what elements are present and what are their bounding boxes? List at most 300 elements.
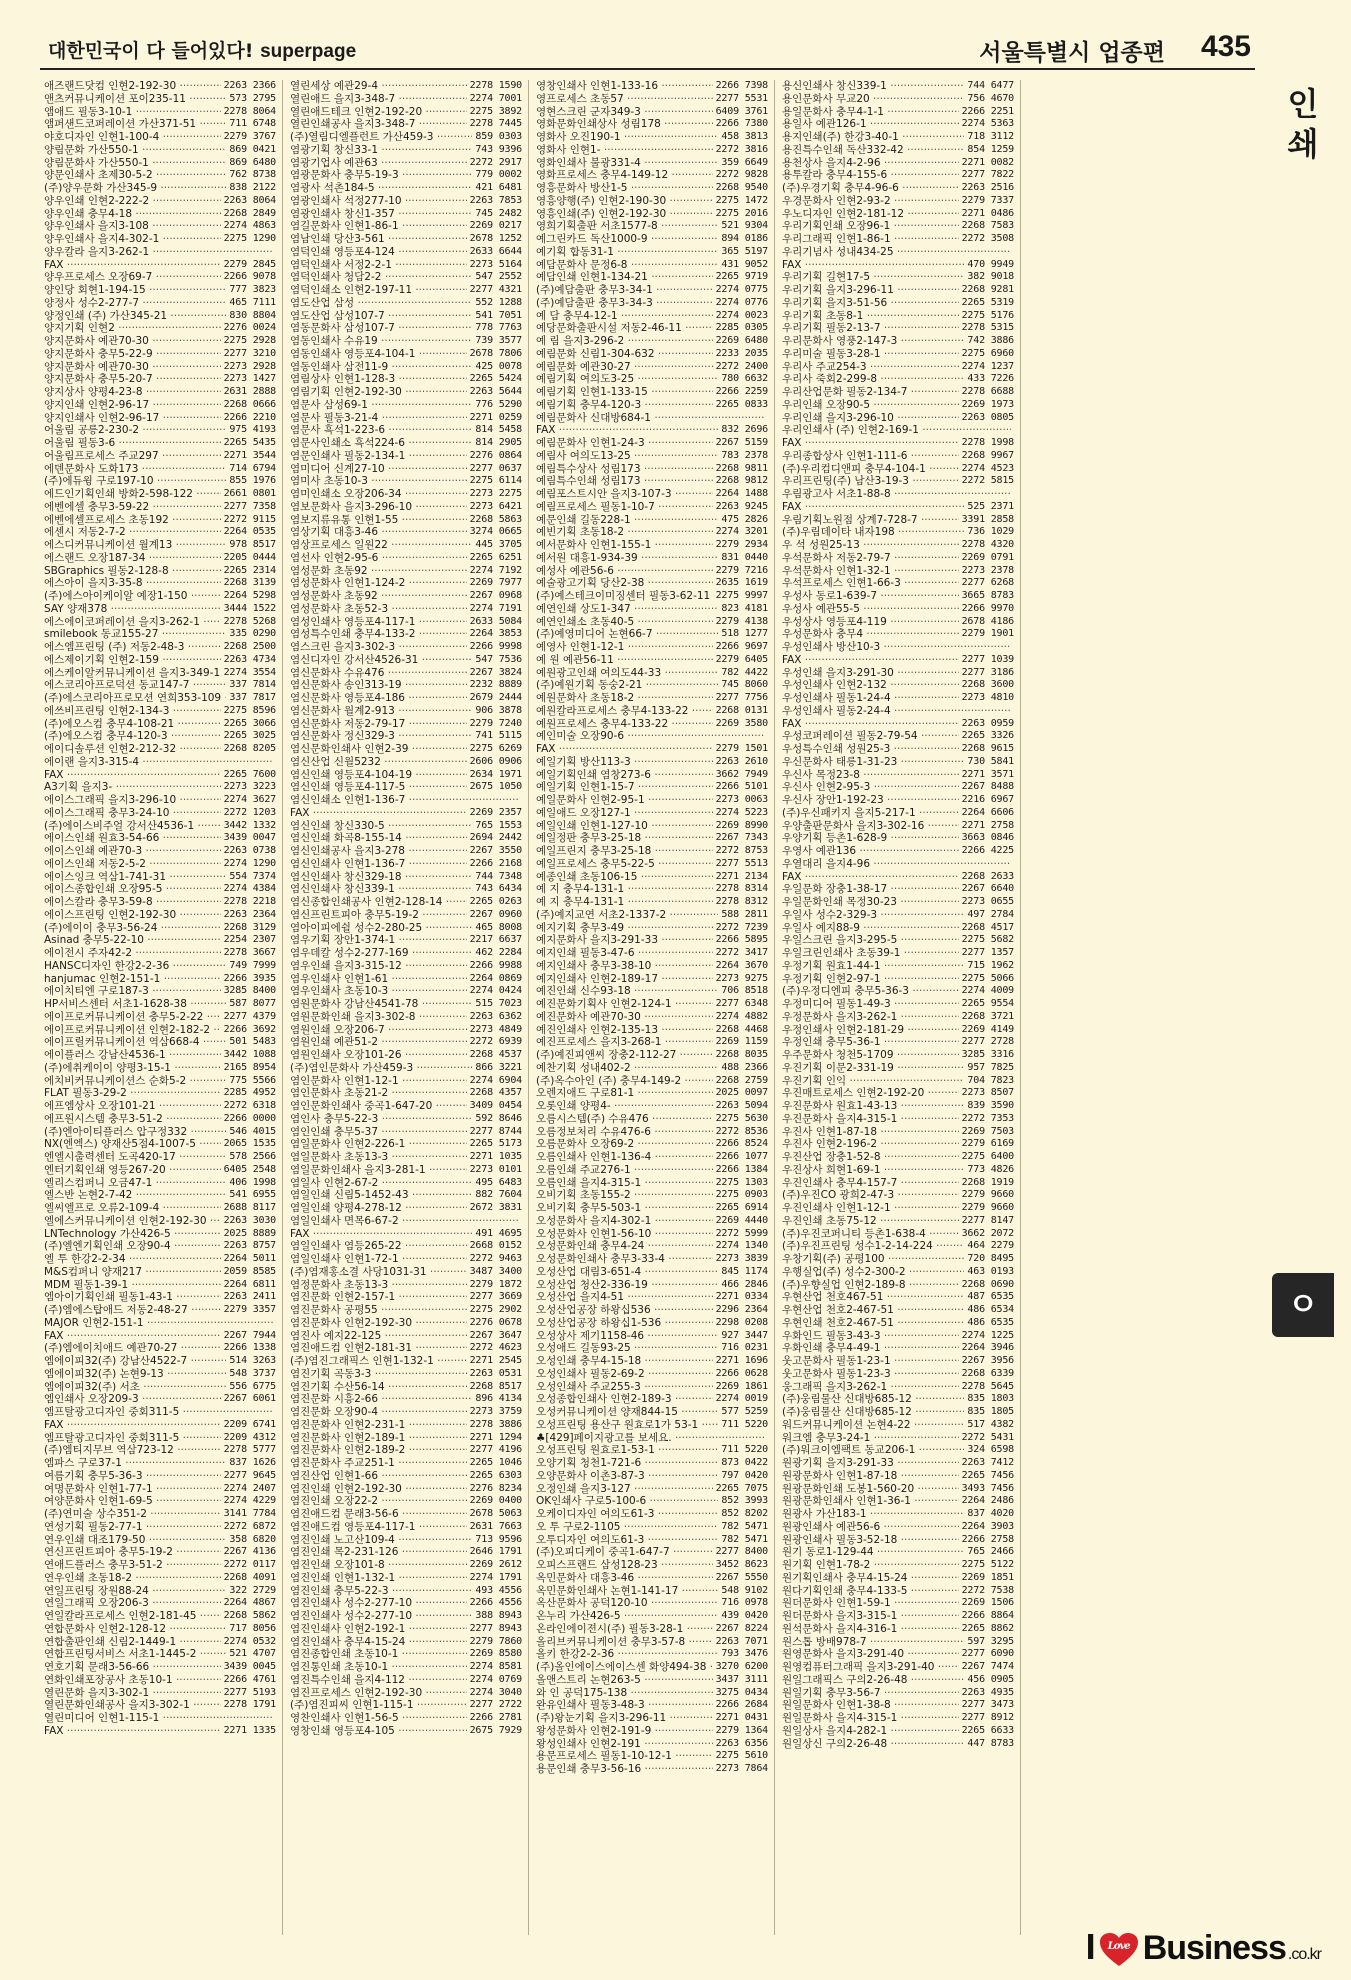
listing-phone: 2263 0531 bbox=[469, 1367, 522, 1379]
listing-entry bbox=[536, 297, 768, 310]
listing-phone: 547 2552 bbox=[475, 271, 522, 283]
listing-name: 염일인쇄 신림5-1452-43 ····· bbox=[290, 1189, 472, 1202]
listing-phone: 597 3295 bbox=[967, 1635, 1014, 1647]
listing-name: 에스케이알커뮤니케이션 을지3-349-1 ····· bbox=[44, 667, 221, 680]
listing-phone: 2205 0444 bbox=[223, 551, 276, 563]
listing-entry bbox=[44, 310, 276, 323]
listing-phone: 2269 3580 bbox=[715, 717, 768, 729]
listing-phone: 2274 3627 bbox=[223, 794, 276, 805]
listing-name: FAX ····· bbox=[44, 259, 221, 272]
listing-entry bbox=[44, 361, 276, 374]
listing-name: FAX ····· bbox=[782, 259, 964, 272]
listing-phone: 2268 8517 bbox=[469, 1380, 522, 1392]
listing-entry bbox=[782, 475, 1014, 488]
listing-phone: 736 1029 bbox=[967, 526, 1014, 538]
listing-phone: 2263 0805 bbox=[961, 411, 1014, 423]
listing-entry bbox=[536, 845, 768, 858]
listing-name: FAX ····· bbox=[44, 769, 221, 782]
listing-name: 우진문화사 원효1-43-13 ····· bbox=[782, 1100, 964, 1113]
listing-phone: 2265 0833 bbox=[715, 398, 768, 410]
listing-entry bbox=[536, 399, 768, 412]
listing-entry bbox=[44, 1342, 276, 1355]
listing-name: 영창인쇄사 인현1-133-16 ····· bbox=[536, 80, 713, 93]
listing-entry bbox=[290, 871, 522, 884]
listing-entry bbox=[44, 1075, 276, 1088]
listing-phone bbox=[273, 756, 276, 769]
listing-name: HP서비스센터 서초1-1628-38 ····· bbox=[44, 998, 226, 1011]
listing-entry bbox=[536, 934, 768, 947]
listing-name: 염신문화인쇄사 인현2-39 ····· bbox=[290, 743, 467, 756]
listing-name: LNTechnology 가산426-5 ····· bbox=[44, 1228, 221, 1241]
listing-entry bbox=[44, 934, 276, 947]
listing-entry bbox=[782, 284, 1014, 297]
listing-phone: 837 4020 bbox=[967, 1508, 1014, 1519]
listing-entry bbox=[44, 1240, 276, 1253]
listing-entry bbox=[290, 922, 522, 935]
listing-name: 예원광고인쇄 여의도44-33 ····· bbox=[536, 667, 718, 680]
logo-prefix: I bbox=[1085, 1926, 1095, 1967]
listing-name: 염동인쇄사 삼전11-9 ····· bbox=[290, 361, 472, 374]
listing-phone: 2278 3886 bbox=[469, 1418, 522, 1430]
listing-entry bbox=[536, 526, 768, 539]
listing-phone: 2275 1303 bbox=[715, 1176, 768, 1188]
listing-phone: 3141 7784 bbox=[223, 1508, 276, 1519]
listing-phone: 2279 1364 bbox=[715, 1724, 768, 1736]
listing-phone: 2275 5610 bbox=[715, 1750, 768, 1762]
listing-entry bbox=[536, 654, 768, 667]
listing-name: 예림문화사 신대방684-1 ····· bbox=[536, 412, 765, 425]
listing-phone: 2267 3824 bbox=[469, 666, 522, 678]
listing-name: 원일문화사 을지4-315-1 ····· bbox=[782, 1712, 959, 1725]
listing-name: 양우인쇄사 을지4-302-1 ····· bbox=[44, 233, 221, 246]
listing-name: 우리기획인쇄 오장96-1 ····· bbox=[782, 220, 959, 233]
listing-name: 예기획 합동31-1 ····· bbox=[536, 246, 718, 259]
listing-phone: 2268 0131 bbox=[715, 704, 768, 716]
listing-entry bbox=[782, 552, 1014, 565]
listing-entry bbox=[44, 820, 276, 833]
listing-name: 우리기획 필동2-13-7 ····· bbox=[782, 322, 959, 335]
listing-name: 우일문화인쇄 목정30-23 ····· bbox=[782, 896, 959, 909]
listing-entry bbox=[44, 259, 276, 272]
listing-entry bbox=[44, 233, 276, 246]
listing-phone: 720 8495 bbox=[967, 1253, 1014, 1264]
listing-name: 오성문화인쇄사 충무3-33-4 ····· bbox=[536, 1253, 713, 1266]
listing-name: (주)우진코퍼니티 등촌1-638-4 ····· bbox=[782, 1228, 959, 1241]
listing-phone: 2266 9078 bbox=[223, 271, 276, 283]
listing-entry bbox=[290, 1521, 522, 1534]
listing-phone: 2275 6400 bbox=[961, 1151, 1014, 1162]
listing-entry bbox=[536, 705, 768, 718]
listing-entry bbox=[536, 1113, 768, 1126]
listing-entry bbox=[290, 577, 522, 590]
listing-name: 우행실업(주) 성수2-300-2 ····· bbox=[782, 1266, 964, 1279]
listing-name: 예지기획 충무3-49 ····· bbox=[536, 922, 713, 935]
listing-phone: 2263 6356 bbox=[715, 1737, 768, 1749]
listing-phone: 2271 2545 bbox=[469, 1355, 522, 1366]
listing-phone: 2285 0305 bbox=[715, 322, 768, 334]
listing-phone: 2265 5319 bbox=[961, 296, 1014, 308]
listing-entry bbox=[44, 1470, 276, 1483]
listing-phone: 2266 4225 bbox=[961, 845, 1014, 856]
listing-phone: 2275 1290 bbox=[223, 233, 276, 244]
listing-phone: 2272 0117 bbox=[223, 1559, 276, 1570]
column-divider bbox=[774, 80, 775, 1935]
listing-name: 열린애드 을지3-348-7 ····· bbox=[290, 93, 467, 106]
listing-name: (주)에듀윙 구로197-10 ····· bbox=[44, 475, 226, 488]
listing-entry bbox=[536, 807, 768, 820]
listing-entry bbox=[536, 386, 768, 399]
listing-phone: 2277 4379 bbox=[223, 1010, 276, 1022]
listing-name: 오성상사 제기1158-46 ····· bbox=[536, 1330, 718, 1343]
listing-entry bbox=[44, 1138, 276, 1151]
listing-phone: 578 2566 bbox=[229, 1151, 276, 1162]
listing-entry bbox=[44, 1457, 276, 1470]
listing-name: (주)우신패키지 을지5-217-1 ····· bbox=[782, 807, 959, 820]
listing-name: 열린애드테크 인현2-192-20 ····· bbox=[290, 106, 467, 119]
listing-phone: 2277 3210 bbox=[223, 347, 276, 359]
listing-entry bbox=[536, 896, 768, 909]
listing-name: 용천상사 을지4-2-96 ····· bbox=[782, 157, 959, 170]
listing-name: 용문인쇄 충무3-56-16 ····· bbox=[536, 1763, 713, 1776]
listing-entry bbox=[782, 1355, 1014, 1368]
listing-name: 영화사 인현1- ····· bbox=[536, 144, 713, 157]
listing-name: 염성특수인쇄 충무4-133-2 ····· bbox=[290, 628, 467, 641]
listing-name: 에이스그래픽 충무3-24-10 ····· bbox=[44, 807, 221, 820]
listing-entry bbox=[782, 985, 1014, 998]
listing-name: 연일프린팅 장원88-24 ····· bbox=[44, 1585, 226, 1598]
listing-phone: 2269 1861 bbox=[715, 1380, 768, 1392]
listing-phone: 2274 1225 bbox=[961, 1329, 1014, 1341]
listing-phone: 2266 2251 bbox=[961, 105, 1014, 117]
listing-phone: 2266 2684 bbox=[715, 1699, 768, 1711]
listing-phone: 556 6775 bbox=[229, 1380, 276, 1392]
listing-entry bbox=[782, 1521, 1014, 1534]
listing-entry bbox=[290, 1215, 522, 1228]
listing-name: 열린미디어 인현1-115-1 ····· bbox=[44, 1712, 273, 1725]
listing-phone: 382 9018 bbox=[967, 271, 1014, 283]
listing-entry bbox=[290, 756, 522, 769]
listing-name: 우리산업문화 필동2-134-7 ····· bbox=[782, 386, 959, 399]
listing-phone: 2277 7358 bbox=[223, 500, 276, 512]
listing-entry bbox=[782, 361, 1014, 374]
listing-entry bbox=[782, 1699, 1014, 1712]
listing-name: (주)왕눈기획 을지3-296-11 ····· bbox=[536, 1712, 713, 1725]
listing-entry bbox=[536, 1049, 768, 1062]
listing-entry bbox=[782, 1585, 1014, 1598]
category-char: 인 bbox=[1287, 85, 1319, 123]
listing-entry bbox=[782, 1534, 1014, 1547]
listing-entry bbox=[536, 1712, 768, 1725]
listing-phone: 2275 5122 bbox=[961, 1559, 1014, 1570]
listing-name: 에이스칼라 충무3-59-8 ····· bbox=[44, 896, 221, 909]
listing-name: 용지인쇄(주) 한강3-40-1 ····· bbox=[782, 131, 964, 144]
listing-name: 오성산업공장 하왕십1-536 ····· bbox=[536, 1317, 713, 1330]
listing-phone: 2271 0334 bbox=[715, 1291, 768, 1303]
listing-entry bbox=[44, 93, 276, 106]
listing-entry bbox=[44, 501, 276, 514]
listing-phone: 2277 7756 bbox=[715, 692, 768, 703]
listing-phone: 388 8943 bbox=[475, 1610, 522, 1621]
listing-entry bbox=[290, 526, 522, 539]
listing-name: 우진산업 장충1-52-8 ····· bbox=[782, 1151, 959, 1164]
listing-name: FAX ····· bbox=[536, 424, 718, 437]
listing-phone: 2675 7929 bbox=[469, 1724, 522, 1736]
listing-entry bbox=[782, 412, 1014, 425]
listing-phone: 2264 6811 bbox=[223, 1278, 276, 1290]
listing-entry bbox=[536, 1763, 768, 1776]
listing-name: 에이스그래픽 을지3-296-10 ····· bbox=[44, 794, 221, 807]
listing-phone: 2275 2928 bbox=[223, 335, 276, 346]
listing-name: 염문인쇄사 필동2-134-1 ····· bbox=[290, 450, 467, 463]
page-number: 435 bbox=[1200, 30, 1251, 63]
listing-name: 에쓰비프린팅 인현2-134-3 ····· bbox=[44, 705, 221, 718]
listing-name: 예원문화사 초동18-2 ····· bbox=[536, 692, 713, 705]
listing-name: 양지문화사 예관70-30 ····· bbox=[44, 361, 221, 374]
listing-entry bbox=[782, 1636, 1014, 1649]
listing-name: FAX ····· bbox=[782, 718, 959, 731]
listing-phone: 3665 8783 bbox=[961, 590, 1014, 601]
listing-phone: 2278 8064 bbox=[223, 105, 276, 117]
listing-phone: 2277 8147 bbox=[961, 1214, 1014, 1226]
listing-phone: 2269 1973 bbox=[961, 398, 1014, 410]
listing-entry bbox=[536, 1317, 768, 1330]
listing-entry bbox=[536, 1419, 768, 1432]
listing-name: 염신디자인 강서산4526-31 ····· bbox=[290, 654, 472, 667]
listing-phone: 2263 9245 bbox=[715, 500, 768, 512]
listing-name: 에이디솔루션 인현2-212-32 ····· bbox=[44, 743, 221, 756]
listing-name: 염신문화사 저동2-79-17 ····· bbox=[290, 718, 467, 731]
listing-name: 영희기획출판 서초1577-8 ····· bbox=[536, 220, 718, 233]
listing-name: 예림기획 충무4-120-3 ····· bbox=[536, 399, 713, 412]
listing-name: 에드인기획인쇄 방화2-598-122 ····· bbox=[44, 488, 221, 501]
listing-entry bbox=[782, 195, 1014, 208]
listing-phone: 2277 2728 bbox=[961, 1036, 1014, 1048]
listing-entry bbox=[782, 1470, 1014, 1483]
listing-phone: 814 5458 bbox=[475, 424, 522, 436]
listing-phone: 2254 2307 bbox=[223, 934, 276, 946]
listing-phone: 431 9052 bbox=[721, 258, 768, 270]
listing-entry bbox=[44, 1291, 276, 1304]
listing-name: 염보문화사 을지3-296-10 ····· bbox=[290, 501, 467, 514]
listing-name: 에이랜 을지3-315-4 ····· bbox=[44, 756, 273, 769]
listing-name: (주)연미술 상수351-2 ····· bbox=[44, 1508, 221, 1521]
listing-phone: 2265 1046 bbox=[469, 1457, 522, 1468]
listing-phone: 487 6535 bbox=[967, 1291, 1014, 1303]
listing-entry bbox=[290, 883, 522, 896]
listing-entry bbox=[44, 1393, 276, 1406]
listing-entry bbox=[782, 297, 1014, 310]
listing-phone: 2268 4091 bbox=[223, 1571, 276, 1583]
listing-name: 염인문화사 인현1-12-1 ····· bbox=[290, 1075, 467, 1088]
listing-entry bbox=[782, 1406, 1014, 1419]
listing-name: 예빈기획 초동18-2 ····· bbox=[536, 526, 713, 539]
listing-entry bbox=[536, 1138, 768, 1151]
brand bbox=[48, 36, 356, 63]
listing-name: (주)우향실업 인현2-189-8 ····· bbox=[782, 1279, 959, 1292]
listing-name: 원더문화사 인현1-59-1 ····· bbox=[782, 1597, 959, 1610]
listing-phone: 3409 0454 bbox=[469, 1100, 522, 1111]
listing-phone: 2278 6688 bbox=[961, 386, 1014, 397]
listing-name: 에치비커뮤니케이션스 순화5-2 ····· bbox=[44, 1075, 226, 1088]
listing-entry bbox=[290, 1189, 522, 1202]
listing-phone: 2268 6339 bbox=[961, 1367, 1014, 1379]
listing-phone: 2264 3903 bbox=[961, 1520, 1014, 1532]
listing-entry bbox=[290, 743, 522, 756]
listing-entry bbox=[44, 271, 276, 284]
listing-phone: 2268 4357 bbox=[469, 1087, 522, 1099]
listing-entry bbox=[782, 1317, 1014, 1330]
listing-entry bbox=[782, 488, 1014, 501]
listing-entry bbox=[536, 603, 768, 616]
listing-entry bbox=[782, 93, 1014, 106]
listing-entry bbox=[44, 1100, 276, 1113]
listing-name: 염문사 흑석1-223-6 ····· bbox=[290, 424, 472, 437]
listing-name: 예그린카드 독산1000-9 ····· bbox=[536, 233, 718, 246]
listing-name: 연우인쇄 대조179-50 ····· bbox=[44, 1534, 226, 1547]
listing-entry bbox=[536, 157, 768, 170]
listing-phone: 2272 6939 bbox=[469, 1036, 522, 1048]
listing-entry bbox=[290, 628, 522, 641]
listing-name: 원일상신 구의2-26-48 ····· bbox=[782, 1738, 964, 1751]
listing-entry bbox=[536, 909, 768, 922]
listing-phone: 2278 5268 bbox=[223, 615, 276, 627]
listing-phone: 2269 7503 bbox=[961, 1125, 1014, 1137]
listing-phone: 2264 3946 bbox=[961, 1342, 1014, 1354]
listing-name: 예성사 예관56-6 ····· bbox=[536, 565, 713, 578]
listing-entry bbox=[44, 590, 276, 603]
listing-name: 완유인쇄사 필동3-48-3 ····· bbox=[536, 1699, 713, 1712]
listing-name: 예원칼라프로세스 충무4-133-22 ····· bbox=[536, 705, 713, 718]
listing-entry bbox=[44, 1368, 276, 1381]
listing-phone: 2278 1998 bbox=[961, 437, 1014, 448]
listing-entry bbox=[782, 641, 1014, 654]
listing-name: 염진사 예지22-125 ····· bbox=[290, 1330, 467, 1343]
listing-entry bbox=[536, 718, 768, 731]
column-divider bbox=[528, 80, 529, 1935]
listing-phone: 2272 8753 bbox=[715, 845, 768, 856]
listing-name: 우신사 인현2-95-3 ····· bbox=[782, 781, 959, 794]
listing-name: 용투칼라 충무4-155-6 ····· bbox=[782, 169, 959, 182]
listing-name: 예연인쇄 상도1-347 ····· bbox=[536, 603, 718, 616]
listing-entry bbox=[782, 1266, 1014, 1279]
listing-phone: 2277 2722 bbox=[469, 1699, 522, 1711]
listing-entry bbox=[290, 539, 522, 552]
listing-entry bbox=[536, 1470, 768, 1483]
listing-name: 양우인쇄사 을지3-108 ····· bbox=[44, 220, 221, 233]
listing-name: 우진사 인현1-87-18 ····· bbox=[782, 1126, 959, 1139]
listing-entry bbox=[782, 1164, 1014, 1177]
listing-name: 연성기획 필동2-77-1 ····· bbox=[44, 1521, 221, 1534]
listing-phone: 2065 1535 bbox=[223, 1138, 276, 1150]
listing-phone: 486 6534 bbox=[967, 1304, 1014, 1315]
listing-phone: 2279 3357 bbox=[223, 1304, 276, 1315]
listing-name: 염진종합인쇄 초동10-1 ····· bbox=[290, 1648, 467, 1661]
listing-entry bbox=[290, 679, 522, 692]
listing-phone: 2646 1791 bbox=[469, 1546, 522, 1558]
listing-name: 예림특수인쇄 성림173 ····· bbox=[536, 475, 713, 488]
listing-phone: 782 4422 bbox=[721, 666, 768, 678]
listing-entry bbox=[782, 832, 1014, 845]
listing-name: 우화인드 필동3-43-3 ····· bbox=[782, 1330, 959, 1343]
listing-phone: 2269 7977 bbox=[469, 577, 522, 589]
listing-phone: 518 1277 bbox=[721, 628, 768, 640]
listing-phone: 2268 0690 bbox=[961, 1278, 1014, 1290]
listing-entry bbox=[44, 412, 276, 425]
listing-phone: 2271 1294 bbox=[469, 1431, 522, 1443]
listing-phone: 715 1962 bbox=[967, 959, 1014, 971]
listing-entry bbox=[44, 424, 276, 437]
listing-entry bbox=[536, 335, 768, 348]
listing-entry bbox=[782, 1075, 1014, 1088]
listing-entry bbox=[782, 1725, 1014, 1738]
listing-phone: 2278 8312 bbox=[715, 896, 768, 907]
listing-name: 우성특수인쇄 성원25-3 ····· bbox=[782, 743, 959, 756]
listing-name: 우리종합상사 인현1-111-6 ····· bbox=[782, 450, 959, 463]
listing-phone: 2265 3066 bbox=[223, 717, 276, 729]
listing-phone: 2271 0259 bbox=[469, 411, 522, 423]
listing-phone: 2268 1919 bbox=[961, 1176, 1014, 1188]
listing-phone: 2272 5999 bbox=[715, 1227, 768, 1239]
listing-phone: 2635 1619 bbox=[715, 577, 768, 589]
listing-name: 염진특수인쇄 을지4-112 ····· bbox=[290, 1674, 467, 1687]
listing-name: 에이스인쇄 저동2-5-2 ····· bbox=[44, 858, 221, 871]
listing-entry bbox=[782, 1432, 1014, 1445]
listing-entry bbox=[782, 718, 1014, 731]
listing-phone: 743 6434 bbox=[475, 883, 522, 895]
listing-entry bbox=[290, 208, 522, 221]
listing-name: 오 투 구로2-1105 ····· bbox=[536, 1521, 718, 1534]
listing-phone: 2679 2444 bbox=[469, 692, 522, 703]
listing-phone: 2274 7192 bbox=[469, 564, 522, 576]
listing-entry bbox=[782, 1393, 1014, 1406]
listing-phone: 2272 5431 bbox=[961, 1431, 1014, 1443]
listing-name: 에이스종합인쇄 오장95-5 ····· bbox=[44, 883, 221, 896]
listing-name: 에이플러스 강남산4536-1 ····· bbox=[44, 1049, 221, 1062]
listing-name: 워드커뮤니케이션 논현4-22 ····· bbox=[782, 1419, 964, 1432]
listing-phone: 2269 4149 bbox=[961, 1023, 1014, 1035]
listing-entry bbox=[536, 1075, 768, 1088]
listing-name: 염진인쇄사 인현2-192-1 ····· bbox=[290, 1623, 467, 1636]
listing-phone: 779 0002 bbox=[475, 169, 522, 181]
listing-phone: 573 2795 bbox=[229, 92, 276, 104]
listing-entry bbox=[290, 437, 522, 450]
listing-name: FAX ····· bbox=[782, 437, 959, 450]
listing-phone: 742 3886 bbox=[967, 335, 1014, 346]
listing-entry bbox=[44, 106, 276, 119]
listing-phone: 2269 8580 bbox=[469, 1648, 522, 1660]
listing-entry bbox=[290, 284, 522, 297]
listing-entry bbox=[290, 157, 522, 170]
listing-name: 우화인쇄 충무4-49-1 ····· bbox=[782, 1342, 959, 1355]
listing-phone bbox=[765, 1432, 768, 1445]
listing-entry bbox=[782, 373, 1014, 386]
listing-phone: 978 8517 bbox=[229, 539, 276, 550]
listing-entry bbox=[782, 335, 1014, 348]
listing-name: 우주문화사 청천5-1709 ····· bbox=[782, 1049, 959, 1062]
listing-phone: 2268 9281 bbox=[961, 284, 1014, 295]
listing-name: 오름정보처리 수유476-6 ····· bbox=[536, 1126, 713, 1139]
listing-phone: 2272 8536 bbox=[715, 1125, 768, 1137]
listing-name: 예림사 여의도13-25 ····· bbox=[536, 450, 718, 463]
listing-entry bbox=[782, 1572, 1014, 1585]
listing-name: 온라인에이젼시(주) 필동3-28-1 ····· bbox=[536, 1623, 713, 1636]
listing-entry bbox=[536, 233, 768, 246]
listing-phone: 2275 6960 bbox=[961, 347, 1014, 359]
listing-name: 예 담 충무4-12-1 ····· bbox=[536, 310, 713, 323]
listing-entry bbox=[290, 1202, 522, 1215]
listing-name: 우리기획 초동8-1 ····· bbox=[782, 310, 959, 323]
listing-name: 우진인쇄 초동75-12 ····· bbox=[782, 1215, 959, 1228]
